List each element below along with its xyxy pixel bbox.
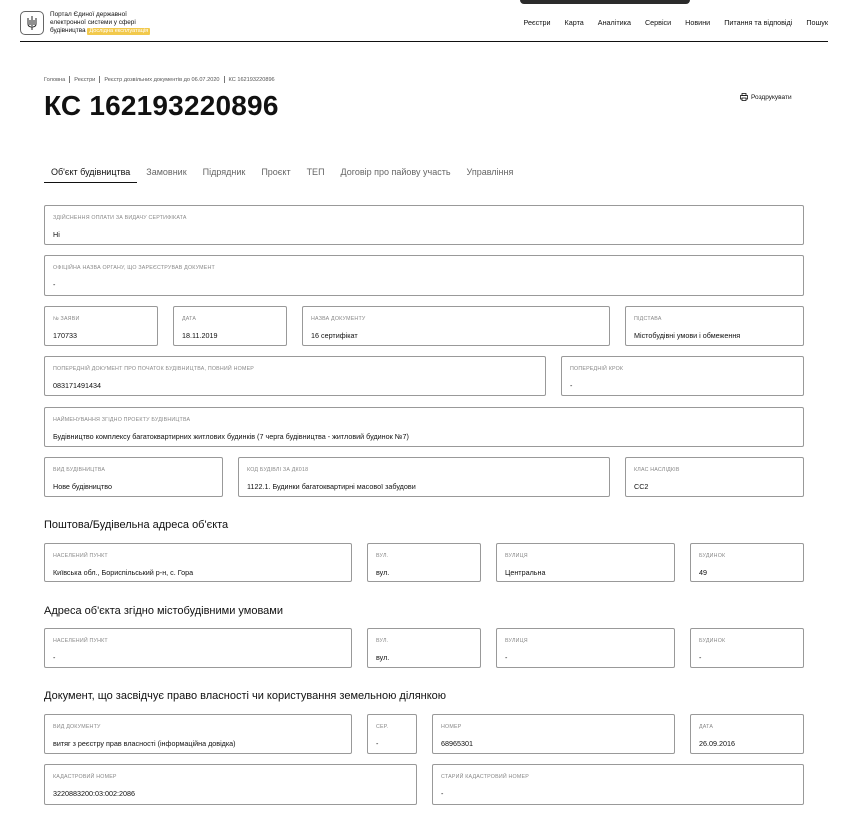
field-label: СЕР. <box>376 724 389 730</box>
authority-field[interactable] <box>44 255 804 296</box>
field-value: 18.11.2019 <box>182 331 218 340</box>
previous-document-field[interactable] <box>44 356 546 396</box>
portal-brand[interactable] <box>50 11 210 35</box>
beta-badge: Дослідна експлуатація <box>89 28 149 34</box>
old-cadastral-number-field[interactable] <box>432 764 804 805</box>
field-label: НАСЕЛЕНИЙ ПУНКТ <box>53 553 108 559</box>
postal-street-type-field[interactable] <box>367 543 481 582</box>
field-value: 170733 <box>53 331 77 340</box>
print-label: Роздрукувати <box>751 93 792 101</box>
tab-tep[interactable]: ТЕП <box>306 167 325 177</box>
field-value: Київська обл., Бориспільський р-н, с. Гора <box>53 568 194 577</box>
page-title: КС 162193220896 <box>44 90 279 121</box>
tab-management[interactable]: Управління <box>466 167 514 177</box>
field-label: НОМЕР <box>441 724 462 730</box>
breadcrumb-separator <box>224 76 225 83</box>
field-value: - <box>699 653 702 662</box>
field-value: Будівництво комплексу багатоквартирних житлових будинків (7 черга будівництва - житловий будинок №7) <box>53 432 409 441</box>
field-value: вул. <box>376 653 390 662</box>
field-label: № ЗАЯВИ <box>53 316 80 322</box>
field-value: вул. <box>376 568 390 577</box>
printer-icon <box>740 93 748 101</box>
field-value: Містобудівні умови і обмеження <box>634 331 741 340</box>
building-code-field[interactable] <box>238 457 610 497</box>
field-value: 49 <box>699 568 707 577</box>
nav-map[interactable]: Карта <box>564 18 584 27</box>
field-value: витяг з реєстру прав власності (інформаційна довідка) <box>53 739 236 748</box>
nav-news[interactable]: Новини <box>685 18 711 27</box>
postal-address-heading: Поштова/Будівельна адреса об'єкта <box>44 519 229 531</box>
nav-faq[interactable]: Питання та відповіді <box>724 18 793 27</box>
urban-building-field[interactable] <box>690 628 804 668</box>
field-label: ВИД БУДІВНИЦТВА <box>53 467 106 473</box>
previous-step-field[interactable] <box>561 356 804 396</box>
field-value: Центральна <box>505 568 546 577</box>
field-value: - <box>53 653 56 662</box>
field-value: 26.09.2016 <box>699 739 735 748</box>
tab-contractor[interactable]: Підрядник <box>202 167 246 177</box>
land-document-heading: Документ, що засвідчує право власності чи користування земельною ділянкою <box>44 690 447 702</box>
field-label: НАЙМЕНУВАННЯ ЗГІДНО ПРОЕКТУ БУДІВНИЦТВА <box>53 417 191 423</box>
breadcrumb <box>44 76 275 83</box>
urban-street-field[interactable] <box>496 628 675 668</box>
field-value: - <box>570 381 573 390</box>
field-label: ВУЛИЦЯ <box>505 638 528 644</box>
nav-analytics[interactable]: Аналітика <box>597 18 631 27</box>
field-label: ДАТА <box>699 724 714 730</box>
nav-services[interactable]: Сервіси <box>644 18 672 27</box>
breadcrumb-separator <box>99 76 100 83</box>
breadcrumb-separator <box>69 76 70 83</box>
field-label: ПОПЕРЕДНІЙ ДОКУМЕНТ ПРО ПОЧАТОК БУДІВНИЦТВА, ПОВНИЙ НОМЕР <box>53 366 255 372</box>
brand-line-3: будівництва <box>50 27 86 34</box>
browser-top-strip <box>520 0 690 4</box>
consequence-class-field[interactable] <box>625 457 804 497</box>
project-name-field[interactable] <box>44 407 804 447</box>
construction-type-field[interactable] <box>44 457 223 497</box>
payment-field[interactable] <box>44 205 804 245</box>
trident-logo[interactable] <box>20 11 44 35</box>
breadcrumb-current: КС 162193220896 <box>228 76 275 83</box>
field-value: 083171491434 <box>53 381 101 390</box>
field-value: Нове будівництво <box>53 482 112 491</box>
date-field[interactable] <box>173 306 287 346</box>
field-label: ЗДІЙСНЕННЯ ОПЛАТИ ЗА ВИДАЧУ СЕРТИФІКАТА <box>53 215 187 221</box>
breadcrumb-registry[interactable]: Реєстр дозвільних документів до 06.07.2020 <box>104 76 220 83</box>
document-name-field[interactable] <box>302 306 610 346</box>
main-nav <box>524 18 829 27</box>
field-label: ВИД ДОКУМЕНТУ <box>53 724 101 730</box>
field-label: КАДАСТРОВИЙ НОМЕР <box>53 774 117 780</box>
breadcrumb-home[interactable]: Головна <box>44 76 66 83</box>
application-number-field[interactable] <box>44 306 158 346</box>
field-value: - <box>505 653 508 662</box>
urban-address-heading: Адреса об'єкта згідно містобудівними умовами <box>44 605 284 617</box>
land-doc-number-field[interactable] <box>432 714 675 754</box>
urban-street-type-field[interactable] <box>367 628 481 668</box>
field-label: КОД БУДІВЛІ ЗА ДК018 <box>247 467 309 473</box>
urban-locality-field[interactable] <box>44 628 352 668</box>
field-value: 68965301 <box>441 739 473 748</box>
field-value: Ні <box>53 230 60 239</box>
brand-line-1: Портал Єдиної державної <box>50 11 127 18</box>
breadcrumb-registries[interactable]: Реєстри <box>74 76 96 83</box>
field-label: ВУЛ. <box>376 638 389 644</box>
field-label: ВУЛ. <box>376 553 389 559</box>
field-label: СТАРИЙ КАДАСТРОВИЙ НОМЕР <box>441 774 529 780</box>
field-label: ПОПЕРЕДНІЙ КРОК <box>570 366 624 372</box>
basis-field[interactable] <box>625 306 804 346</box>
land-doc-series-field[interactable] <box>367 714 417 754</box>
land-doc-type-field[interactable] <box>44 714 352 754</box>
tab-project[interactable]: Проєкт <box>261 167 291 177</box>
field-value: - <box>441 789 444 798</box>
tab-share-agreement[interactable]: Договір про пайову участь <box>340 167 451 177</box>
postal-building-field[interactable] <box>690 543 804 582</box>
field-label: ВУЛИЦЯ <box>505 553 528 559</box>
field-label: БУДИНОК <box>699 638 726 644</box>
field-label: НАСЕЛЕНИЙ ПУНКТ <box>53 638 108 644</box>
field-label: НАЗВА ДОКУМЕНТУ <box>311 316 366 322</box>
nav-search[interactable]: Пошук <box>806 18 828 27</box>
postal-locality-field[interactable] <box>44 543 352 582</box>
field-value: - <box>376 739 379 748</box>
field-value: 3220883200:03:002:2086 <box>53 789 135 798</box>
cadastral-number-field[interactable] <box>44 764 417 805</box>
land-doc-date-field[interactable] <box>690 714 804 754</box>
field-label: ДАТА <box>182 316 197 322</box>
field-label: БУДИНОК <box>699 553 726 559</box>
tab-bar <box>44 163 529 183</box>
postal-street-field[interactable] <box>496 543 675 582</box>
field-value: 16 сертифікат <box>311 331 358 340</box>
tab-customer[interactable]: Замовник <box>146 167 187 177</box>
brand-line-2: електронної системи у сфері <box>50 19 136 26</box>
field-value: - <box>53 280 56 289</box>
print-button[interactable] <box>740 93 792 101</box>
site-header <box>20 10 828 42</box>
trident-icon <box>27 16 37 30</box>
field-label: КЛАС НАСЛІДКІВ <box>634 467 680 473</box>
field-label: ОФІЦІЙНА НАЗВА ОРГАНУ, ЩО ЗАРЕЄСТРУВАВ ДОКУМЕНТ <box>53 265 215 271</box>
field-value: 1122.1. Будинки багатоквартирні масової забудови <box>247 482 416 491</box>
field-value: СС2 <box>634 482 649 491</box>
field-label: ПІДСТАВА <box>634 316 662 322</box>
tab-construction-object[interactable]: Об'єкт будівництва <box>44 163 137 183</box>
nav-registries[interactable]: Реєстри <box>523 18 551 27</box>
